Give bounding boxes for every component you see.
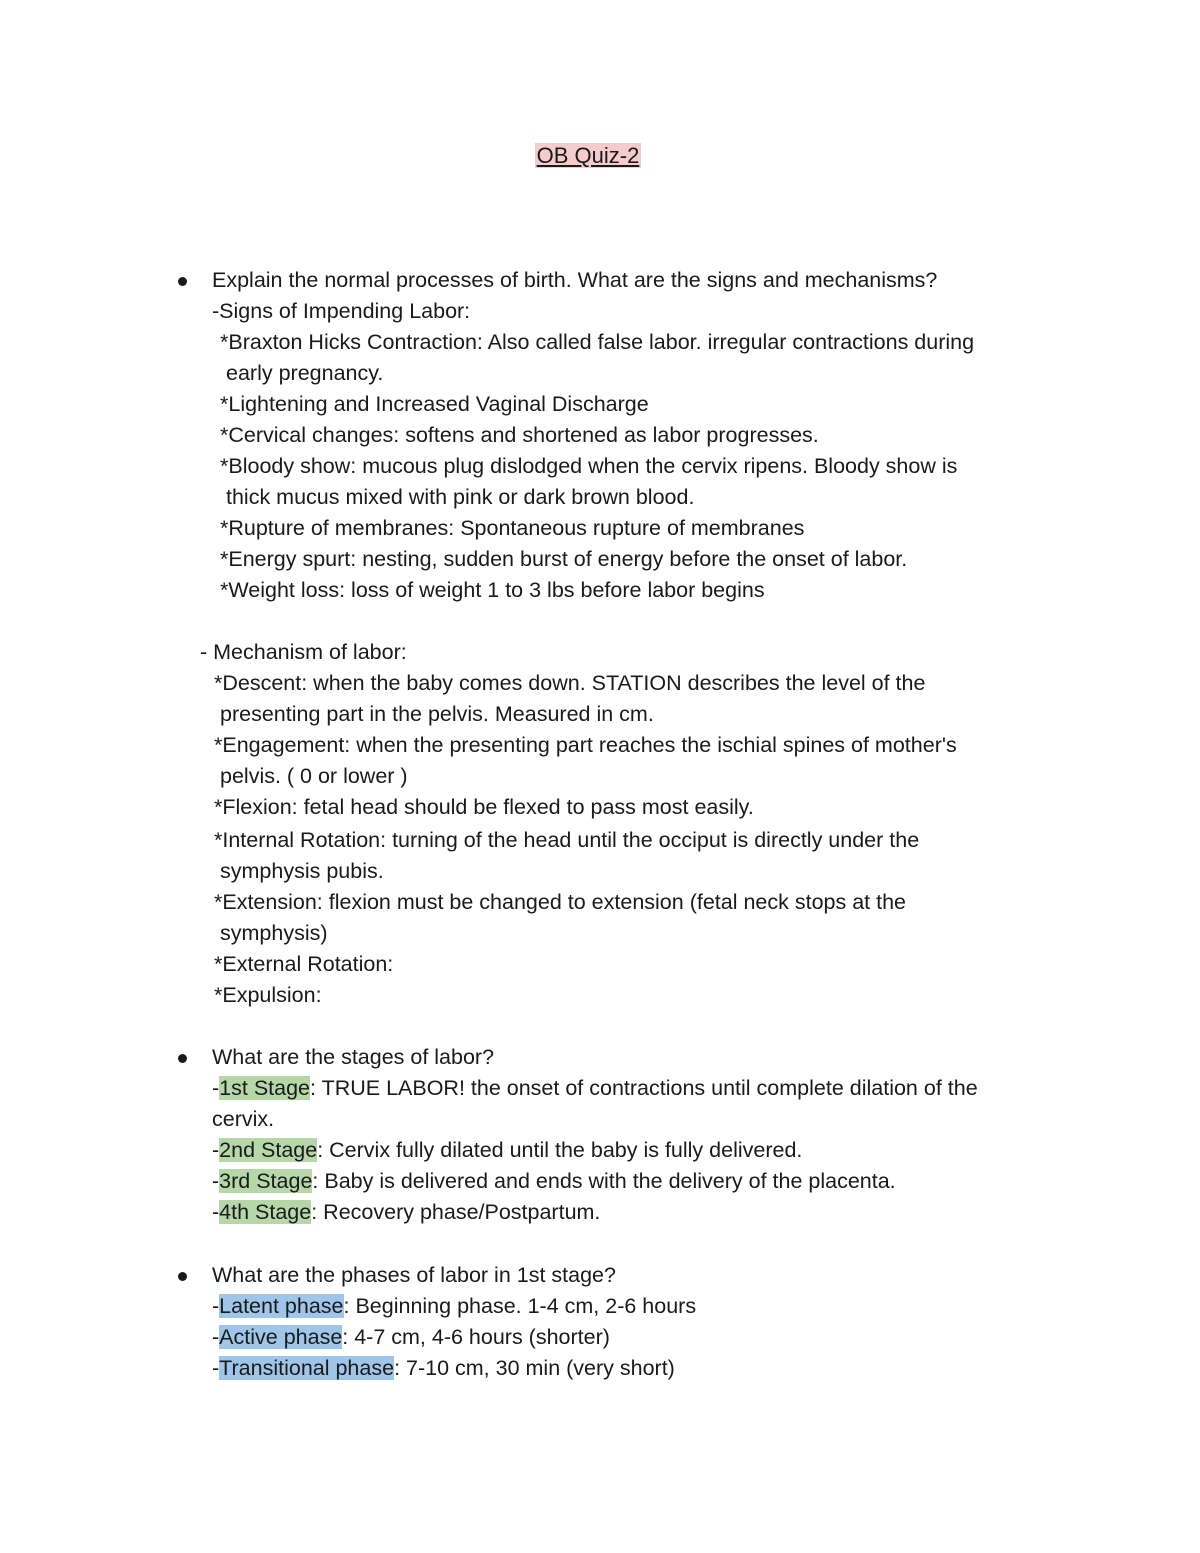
page-title — [0, 141, 1176, 171]
stage-label: 1st Stage — [219, 1076, 311, 1100]
dash: - — [212, 1076, 220, 1100]
phase-text: : 4-7 cm, 4-6 hours (shorter) — [342, 1325, 610, 1349]
phase-line — [212, 1322, 610, 1353]
mechanism-line: *Internal Rotation: turning of the head until the occiput is directly under the — [214, 828, 920, 852]
phase-text: : 7-10 cm, 30 min (very short) — [394, 1356, 675, 1380]
question-2: What are the stages of labor? — [212, 1045, 495, 1069]
phase-line — [212, 1353, 675, 1384]
stage-line — [212, 1166, 896, 1197]
stage-line — [212, 1073, 978, 1104]
dash: - — [212, 1325, 220, 1349]
bullet-icon — [178, 1054, 187, 1063]
mechanism-line: presenting part in the pelvis. Measured in cm. — [220, 702, 654, 726]
question-1: Explain the normal processes of birth. What are the signs and mechanisms? — [212, 268, 938, 292]
stage-line — [212, 1197, 600, 1228]
mechanism-line: *Engagement: when the presenting part reaches the ischial spines of mother's — [214, 733, 957, 757]
phase-label: Transitional phase — [219, 1356, 395, 1380]
sign-line: *Lightening and Increased Vaginal Discharge — [220, 392, 649, 416]
stage-line-cont: cervix. — [212, 1107, 275, 1131]
stage-line — [212, 1135, 802, 1166]
sign-line: *Braxton Hicks Contraction: Also called false labor. irregular contractions during — [220, 330, 975, 354]
phase-text: : Beginning phase. 1-4 cm, 2-6 hours — [343, 1294, 697, 1318]
stage-label: 2nd Stage — [219, 1138, 318, 1162]
bullet-icon — [178, 277, 187, 286]
mechanism-heading: - Mechanism of labor: — [200, 640, 407, 664]
sign-line: *Weight loss: loss of weight 1 to 3 lbs before labor begins — [220, 578, 765, 602]
mechanism-line: *Descent: when the baby comes down. STATION describes the level of the — [214, 671, 926, 695]
question-3: What are the phases of labor in 1st stage? — [212, 1263, 616, 1287]
sign-line: *Bloody show: mucous plug dislodged when the cervix ripens. Bloody show is — [220, 454, 958, 478]
mechanism-line: *Extension: flexion must be changed to extension (fetal neck stops at the — [214, 890, 906, 914]
sign-line: *Energy spurt: nesting, sudden burst of energy before the onset of labor. — [220, 547, 908, 571]
sign-line: *Cervical changes: softens and shortened as labor progresses. — [220, 423, 819, 447]
title-text: OB Quiz-2 — [536, 143, 640, 168]
mechanism-line: pelvis. ( 0 or lower ) — [220, 764, 408, 788]
mechanism-line: symphysis pubis. — [220, 859, 384, 883]
sign-line: *Rupture of membranes: Spontaneous rupture of membranes — [220, 516, 805, 540]
mechanism-line: *Expulsion: — [214, 983, 322, 1007]
stage-text: : Recovery phase/Postpartum. — [311, 1200, 601, 1224]
dash: - — [212, 1169, 220, 1193]
stage-text: : Cervix fully dilated until the baby is fully delivered. — [317, 1138, 803, 1162]
signs-heading: -Signs of Impending Labor: — [212, 299, 471, 323]
stage-text: : Baby is delivered and ends with the delivery of the placenta. — [312, 1169, 896, 1193]
dash: - — [212, 1294, 220, 1318]
dash: - — [212, 1356, 220, 1380]
stage-label: 4th Stage — [219, 1200, 312, 1224]
mechanism-line: symphysis) — [220, 921, 328, 945]
bullet-icon — [178, 1272, 187, 1281]
phase-label: Active phase — [219, 1325, 343, 1349]
mechanism-line: *External Rotation: — [214, 952, 394, 976]
mechanism-line: *Flexion: fetal head should be flexed to pass most easily. — [214, 795, 754, 819]
phase-line — [212, 1291, 696, 1322]
stage-label: 3rd Stage — [219, 1169, 313, 1193]
sign-line: early pregnancy. — [226, 361, 384, 385]
dash: - — [212, 1138, 220, 1162]
stage-text: : TRUE LABOR! the onset of contractions until complete dilation of the — [310, 1076, 978, 1100]
phase-label: Latent phase — [219, 1294, 344, 1318]
dash: - — [212, 1200, 220, 1224]
sign-line: thick mucus mixed with pink or dark brown blood. — [226, 485, 695, 509]
